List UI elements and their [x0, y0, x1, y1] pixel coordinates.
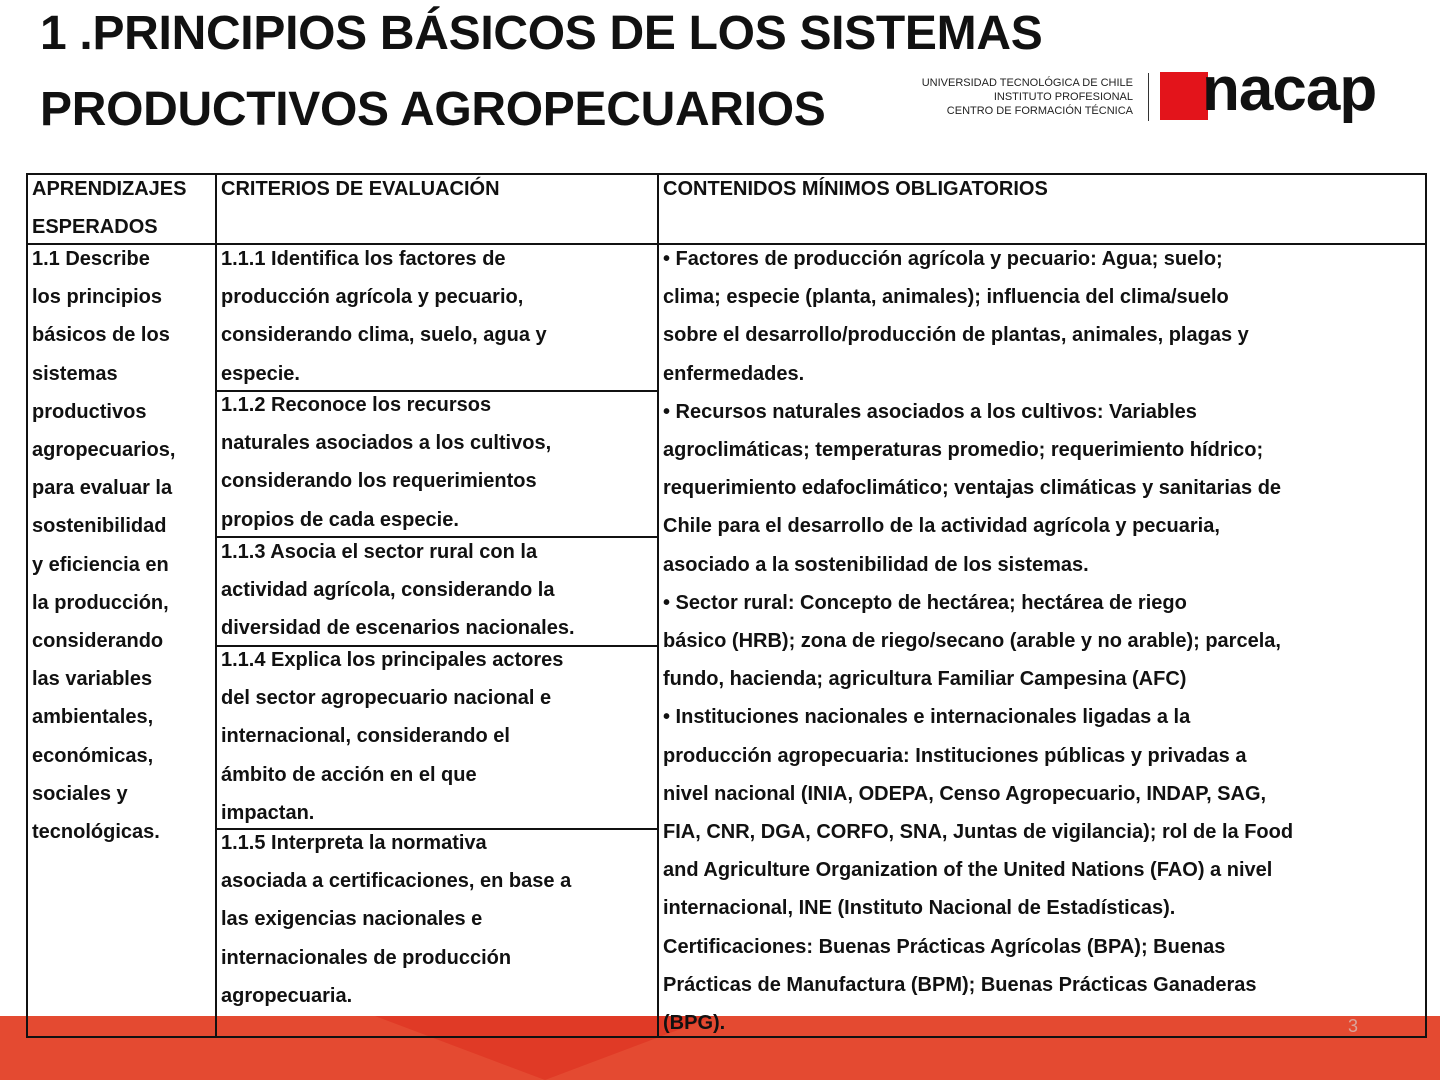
learning-outcome-line: la producción, [32, 591, 169, 614]
institution-line: CENTRO DE FORMACIÓN TÉCNICA [946, 105, 1133, 117]
content-line: • Factores de producción agrícola y pecuario: Agua; suelo; [663, 248, 1223, 270]
learning-outcome-line: básicos de los [32, 324, 170, 347]
content-line: enfermedades. [663, 362, 805, 385]
content-line: agroclimáticas; temperaturas promedio; requerimiento hídrico; [663, 439, 1264, 461]
criterion-line: diversidad de escenarios nacionales. [221, 617, 575, 640]
institution-line: UNIVERSIDAD TECNOLÓGICA DE CHILE [921, 77, 1133, 89]
learning-outcome-line: y eficiencia en [32, 553, 169, 576]
slide-title-line-1: 1 .PRINCIPIOS BÁSICOS DE LOS SISTEMAS [40, 7, 1043, 60]
criterion-line: impactan. [221, 801, 315, 824]
content-line: requerimiento edafoclimático; ventajas climáticas y sanitarias de [663, 477, 1282, 500]
content-line: clima; especie (planta, animales); influencia del clima/suelo [663, 286, 1229, 309]
criterion-line: especie. [221, 362, 300, 385]
content-line: Chile para el desarrollo de la actividad agrícola y pecuaria, [663, 515, 1220, 538]
criterion-line: propios de cada especie. [221, 508, 459, 531]
learning-outcome-line: las variables [32, 668, 153, 691]
table-border-right [1425, 173, 1427, 1038]
column-header: APRENDIZAJES [32, 178, 187, 200]
criterion-line: producción agrícola y pecuario, [221, 286, 524, 309]
institution-line: INSTITUTO PROFESIONAL [993, 91, 1133, 103]
learning-outcome-line: agropecuarios, [32, 439, 176, 461]
content-line: Certificaciones: Buenas Prácticas Agrícolas (BPA); Buenas [663, 935, 1226, 958]
criterion-line: actividad agrícola, considerando la [221, 579, 555, 602]
criterion-line: 1.1.4 Explica los principales actores [221, 649, 564, 671]
content-line: • Sector rural: Concepto de hectárea; hectárea de riego [663, 591, 1187, 614]
criterion-line: 1.1.2 Reconoce los recursos [221, 394, 492, 416]
learning-outcome-line: 1.1 Describe [32, 248, 150, 270]
content-line: básico (HRB); zona de riego/secano (arable y no arable); parcela, [663, 630, 1281, 652]
content-line: producción agropecuaria: Instituciones públicas y privadas a [663, 744, 1247, 767]
learning-outcome-line: productivos [32, 400, 147, 423]
criterion-line: 1.1.3 Asocia el sector rural con la [221, 541, 538, 563]
table-border-bottom [26, 1036, 1427, 1038]
learning-outcome-line: sistemas [32, 362, 118, 385]
criterion-line: considerando los requerimientos [221, 470, 537, 493]
column-divider [657, 173, 659, 1036]
content-line: • Recursos naturales asociados a los cultivos: Variables [663, 400, 1197, 423]
learning-outcome-line: sostenibilidad [32, 515, 167, 538]
learning-outcome-line: considerando [32, 630, 164, 652]
content-line: and Agriculture Organization of the United Nations (FAO) a nivel [663, 859, 1273, 882]
column-header: CONTENIDOS MÍNIMOS OBLIGATORIOS [663, 178, 1048, 200]
criterion-line: considerando clima, suelo, agua y [221, 324, 547, 347]
logo-divider [1148, 73, 1149, 121]
content-line: • Instituciones nacionales e internacionales ligadas a la [663, 706, 1191, 729]
content-line: FIA, CNR, DGA, CORFO, SNA, Juntas de vigilancia); rol de la Food [663, 821, 1294, 843]
criterion-line: asociada a certificaciones, en base a [221, 870, 572, 893]
criterion-line: agropecuaria. [221, 984, 353, 1007]
column-divider [215, 173, 217, 1036]
criterion-line: internacional, considerando el [221, 725, 510, 748]
learning-outcome-line: tecnológicas. [32, 821, 160, 843]
content-line: internacional, INE (Instituto Nacional de Estadísticas). [663, 897, 1176, 920]
learning-outcome-line: económicas, [32, 744, 154, 767]
criterion-line: internacionales de producción [221, 946, 512, 969]
criterion-line: 1.1.5 Interpreta la normativa [221, 832, 487, 854]
criterion-line: naturales asociados a los cultivos, [221, 432, 552, 455]
content-line: fundo, hacienda; agricultura Familiar Campesina (AFC) [663, 668, 1187, 691]
content-line: (BPG). [663, 1012, 726, 1034]
content-line: Prácticas de Manufactura (BPM); Buenas Prácticas Ganaderas [663, 973, 1257, 996]
content-line: nivel nacional (INIA, ODEPA, Censo Agropecuario, INDAP, SAG, [663, 782, 1267, 805]
table-border-left [26, 173, 28, 1036]
criterion-line: 1.1.1 Identifica los factores de [221, 248, 506, 270]
content-line: asociado a la sostenibilidad de los sistemas. [663, 553, 1089, 576]
logo-wordmark: nacap [1202, 55, 1377, 124]
institution-text [922, 76, 1133, 118]
content-line: sobre el desarrollo/producción de plantas, animales, plagas y [663, 324, 1249, 347]
column-header: CRITERIOS DE EVALUACIÓN [221, 178, 500, 200]
logo-red-square [1160, 72, 1208, 120]
learning-outcome-line: para evaluar la [32, 477, 173, 500]
page-number: 3 [1348, 1016, 1359, 1036]
criterion-line: las exigencias nacionales e [221, 908, 483, 931]
criterion-line: ámbito de acción en el que [221, 763, 477, 786]
column-header: ESPERADOS [32, 216, 158, 239]
learning-outcome-line: ambientales, [32, 706, 154, 729]
criterion-line: del sector agropecuario nacional e [221, 687, 552, 710]
learning-outcome-line: sociales y [32, 782, 128, 805]
slide-title-line-2: PRODUCTIVOS AGROPECUARIOS [40, 83, 826, 136]
learning-outcome-line: los principios [32, 286, 163, 309]
